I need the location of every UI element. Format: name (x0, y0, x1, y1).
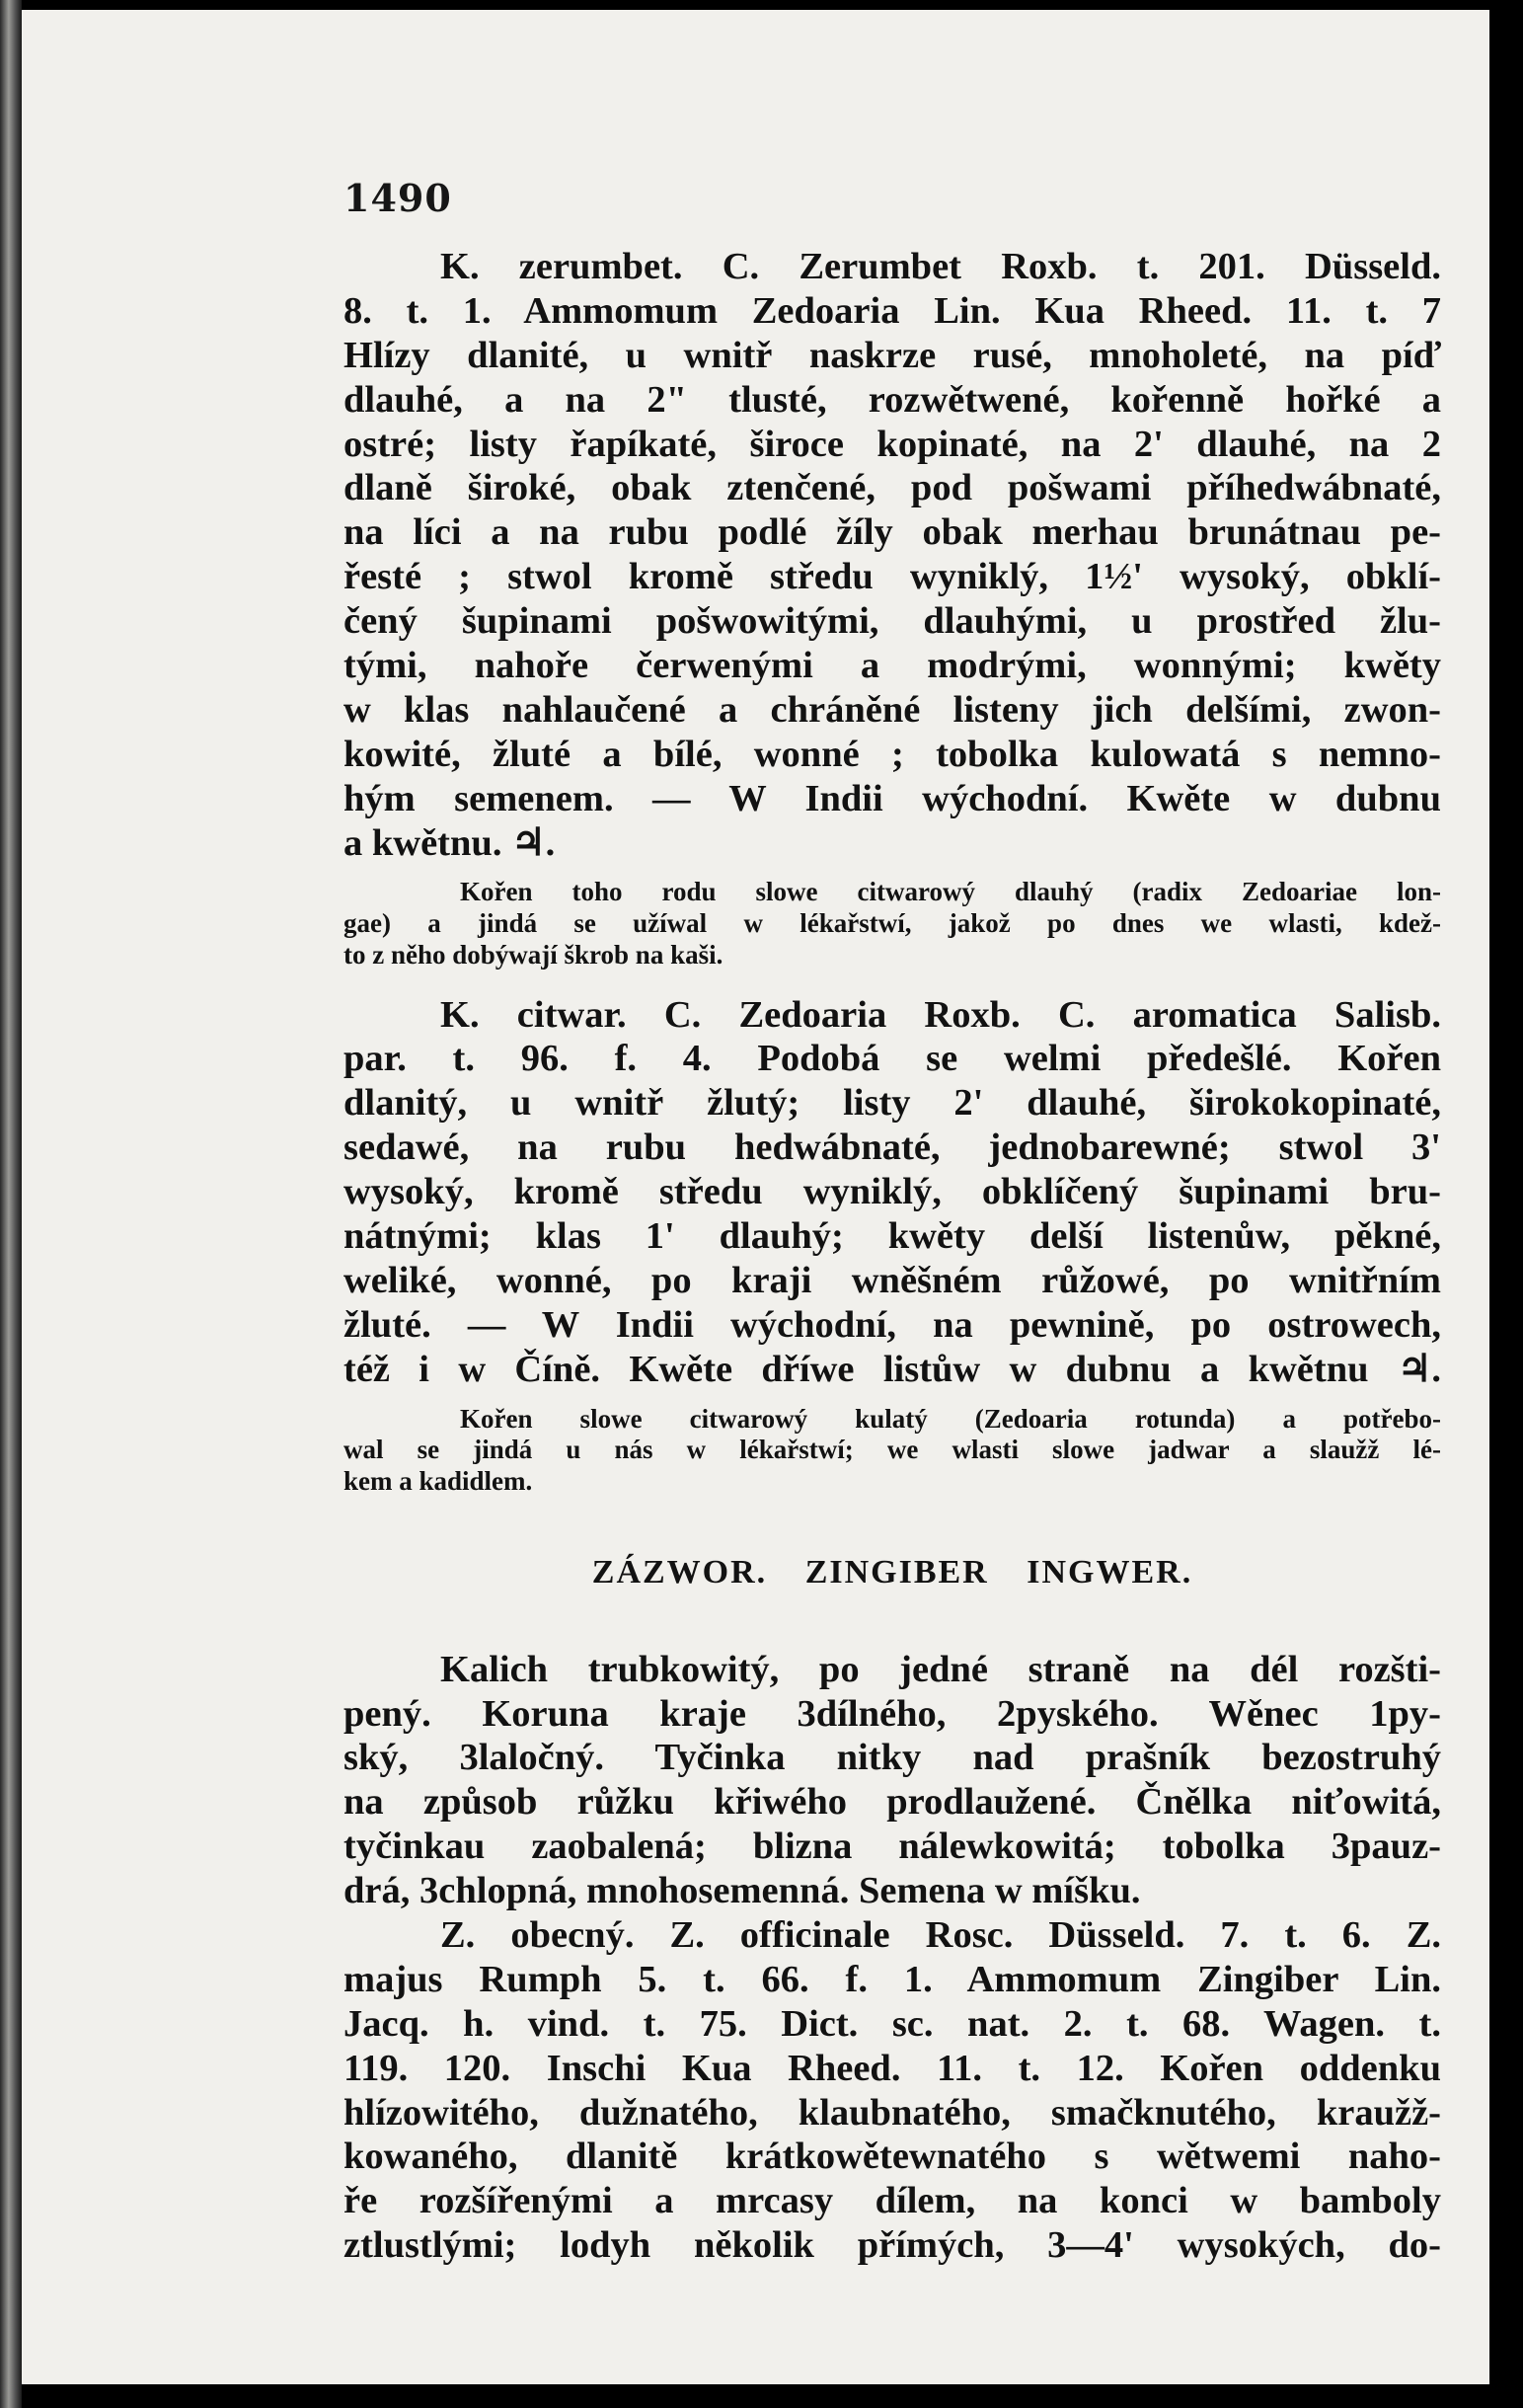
text-line: tyčinkau zaobalená; blizna nálewkowitá; tobolka 3pauz- (343, 1825, 1441, 1868)
note-line: Kořen slowe citwarowý kulatý (Zedoaria rotunda) a potřebo- (460, 1403, 1441, 1434)
text-line: na způsob růžku křiwého prodlaužené. Čnělka niťowitá, (343, 1781, 1441, 1824)
text-line: Jacq. h. vind. t. 75. Dict. sc. nat. 2. t. 68. Wagen. t. (343, 2002, 1441, 2045)
text-line: K. zerumbet. C. Zerumbet Roxb. t. 201. Düsseld. (440, 246, 1441, 287)
text-line: řesté ; stwol kromě středu wyniklý, 1½' wysoký, obklí- (343, 556, 1441, 598)
text-line: a kwětnu. ♃. (343, 821, 556, 864)
text-line: na líci a na rubu podlé žíly obak merhau brunátnau pe- (343, 511, 1441, 554)
entry-curcuma-zerumbet (343, 245, 1441, 971)
text-line: čený šupinami pošwowitými, dlauhými, u prostřed žlu- (343, 600, 1441, 643)
text-line: též i w Číně. Kwěte dříwe listůw w dubnu a kwětnu ♃. (343, 1348, 1441, 1390)
text-line: ostré; listy řapíkaté, široce kopinaté, na 2' dlauhé, na 2 (343, 423, 1441, 465)
book-page (22, 10, 1489, 2384)
text-line: majus Rumph 5. t. 66. f. 1. Ammomum Zingiber Lin. (343, 1958, 1441, 2000)
note-line: to z něho dobýwají škrob na kaši. (343, 939, 723, 970)
text-line: sedawé, na rubu hedwábnaté, jednobarewné; stwol 3' (343, 1126, 1441, 1169)
text-line: Hlízy dlanité, u wnitř naskrze rusé, mnoholeté, na píď (343, 334, 1441, 376)
text-line: 8. t. 1. Ammomum Zedoaria Lin. Kua Rheed. 11. t. 7 (343, 289, 1441, 332)
entry-curcuma-zedoaria (343, 993, 1441, 1498)
text-line: weliké, wonné, po kraji wněšném růžowé, po wnitřním (343, 1259, 1441, 1301)
text-line: pený. Koruna kraje 3dílného, 2pyského. Wěnec 1py- (343, 1692, 1441, 1735)
text-line: Z. obecný. Z. officinale Rosc. Düsseld. 7. t. 6. Z. (440, 1913, 1441, 1956)
genus-name-latin: ZINGIBER (804, 1553, 989, 1591)
genus-heading (343, 1551, 1441, 1594)
genus-name-german: INGWER. (1027, 1553, 1193, 1591)
text-line: dlauhé, a na 2" tlusté, rozwětwené, kořenně hořké a (343, 378, 1441, 421)
text-line: 119. 120. Inschi Kua Rheed. 11. t. 12. Kořen oddenku (343, 2047, 1441, 2089)
text-line: tými, nahoře čerwenými a modrými, wonnými; kwěty (343, 645, 1441, 687)
text-line: dlanitý, u wnitř žlutý; listy 2' dlauhé, širokokopinaté, (343, 1082, 1441, 1125)
text-line: wysoký, kromě středu wyniklý, obklíčený šupinami bru- (343, 1171, 1441, 1213)
note-line: gae) a jindá se užíwal w lékařstwí, jakož po dnes we wlasti, kdež- (343, 908, 1441, 939)
text-line: dlaně široké, obak ztenčené, pod pošwami příhedwábnaté, (343, 467, 1441, 509)
page-number: 1490 (343, 176, 452, 220)
genus-name-czech: ZÁZWOR. (591, 1553, 768, 1591)
text-line: ře rozšířenými a mrcasy dílem, na konci w bamboly (343, 2180, 1441, 2222)
text-line: žluté. — W Indii wýchodní, na pewnině, po ostrowech, (343, 1303, 1441, 1346)
text-line: par. t. 96. f. 4. Podobá se welmi předešlé. Kořen (343, 1038, 1441, 1080)
text-line: w klas nahlaučené a chráněné listeny jich delšími, zwon- (343, 688, 1441, 731)
note-line: kem a kadidlem. (343, 1465, 533, 1496)
text-line: ztlustlými; lodyh několik přímých, 3—4' wysokých, do- (343, 2224, 1441, 2267)
book-binding-edge (0, 0, 22, 2408)
entry-zingiber-officinale (343, 1913, 1441, 2268)
text-line: hlízowitého, dužnatého, klaubnatého, smačknutého, kraužž- (343, 2091, 1441, 2134)
text-line: ský, 3laločný. Tyčinka nitky nad prašník bezostruhý (343, 1737, 1441, 1779)
note-line: Kořen toho rodu slowe citwarowý dlauhý (radix Zedoariae lon- (460, 877, 1441, 907)
text-line: nátnými; klas 1' dlauhý; kwěty delší listenůw, pěkné, (343, 1214, 1441, 1257)
text-line: kowité, žluté a bílé, wonné ; tobolka kulowatá s nemno- (343, 733, 1441, 775)
text-line: hým semenem. — W Indii wýchodní. Kwěte w dubnu (343, 777, 1441, 819)
text-line: drá, 3chlopná, mnohosemenná. Semena w míšku. (343, 1870, 1141, 1912)
note-line: wal se jindá u nás w lékařstwí; we wlasti slowe jadwar a slaužž lé- (343, 1435, 1441, 1465)
text-line: kowaného, dlanitě krátkowětewnatého s wětwemi naho- (343, 2136, 1441, 2178)
page-text (343, 245, 1441, 2268)
text-line: Kalich trubkowitý, po jedné straně na dél rozšti- (440, 1648, 1441, 1690)
genus-description (343, 1648, 1441, 1913)
text-line: K. citwar. C. Zedoaria Roxb. C. aromatica Salisb. (440, 993, 1441, 1036)
